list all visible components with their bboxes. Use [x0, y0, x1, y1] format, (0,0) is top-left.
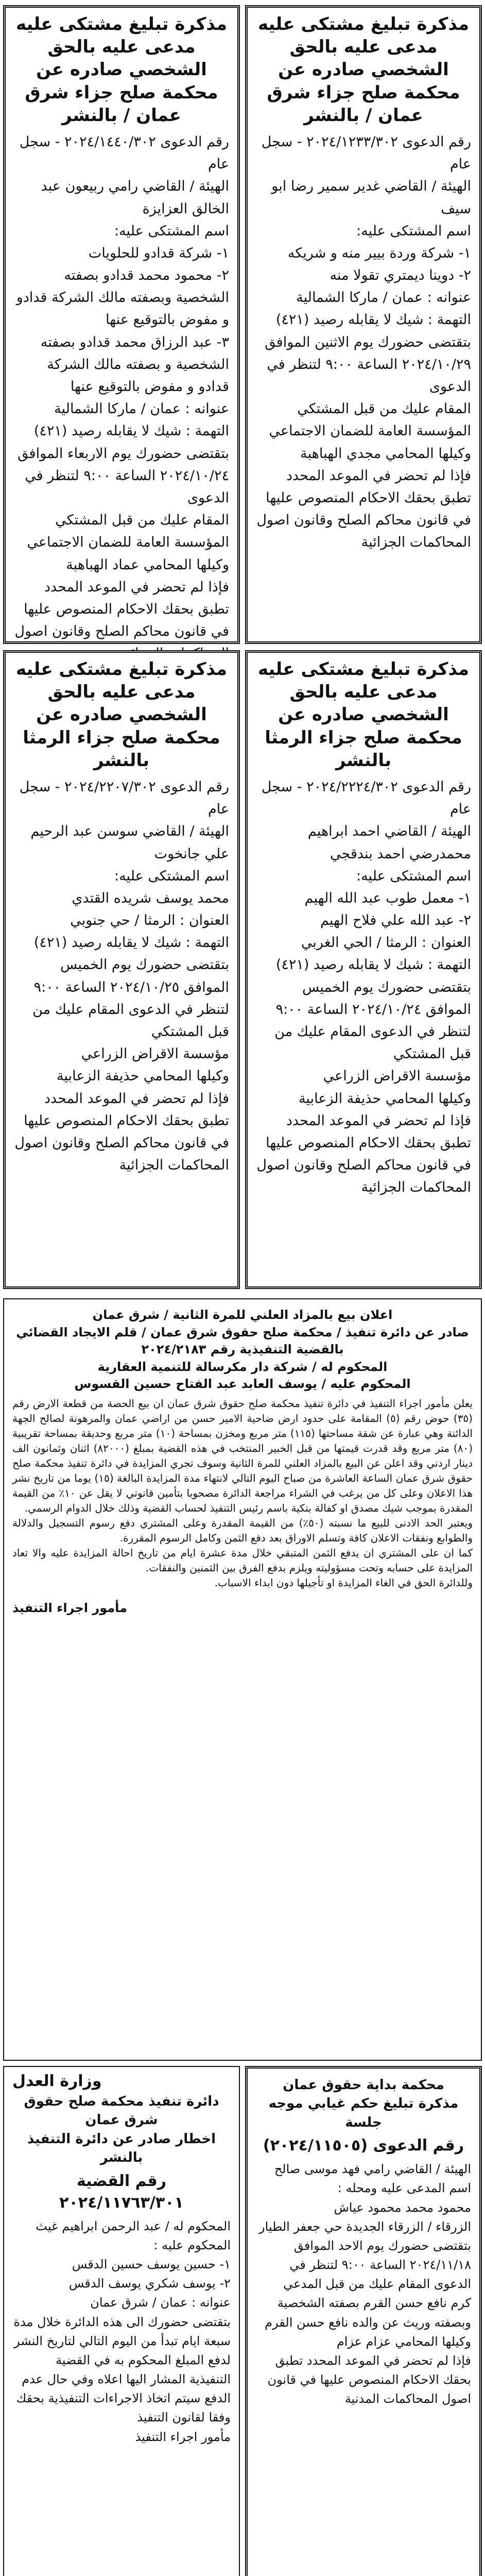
notice-amman-first-instance — [245, 2066, 482, 2576]
auction-body: يعلن مأمور اجراء التنفيذ في دائرة تنفيذ محكمة صلح حقوق شرق عمان ان بيع الحصة من قطعة الارض رقم (٣٥) حوض رقم (٥) المقامة على حدود ارض ضاحية الامير حسن من اراضي عمان والمرهونة لصالح الجهة الدائنة وهي عبارة عن شقة مساحتها (١١٥) متر مربع ومخزن بمساحة (١٠) متر مربع وحديقة بمساحة تقريبية (٨٠) متر مربع وقد قدرت قيمتها من قبل الخبير المنتخب في هذه القضية بمبلغ (٨٢٠٠٠) اثنان وثمانون الف دينار اردني وقد اعلن عن البيع بالمزاد العلني للمرة الثانية وسوف تجري المزايدة في دائرة تنفيذ محكمة صلح حقوق شرق عمان الساعة العاشرة من صباح اليوم التالي لانتهاء مدة المزايدة البالغة (١٥) يوما من تاريخ نشر هذا الاعلان وعلى كل من يرغب في الشراء مراجعة الدائرة مصحوبا بتأمين قانوني لا يقل عن ١٠٪ من القيمة المقدرة بموجب شيك مصدق او كفالة بنكية باسم رئيس التنفيذ لحساب القضية وذلك خلال الدوام الرسمي. ويعتبر الحد الادنى للبيع ما نسبته (٥٠٪) من القيمة المقدرة وعلى المشتري دفع رسوم التسجيل والدلالة والطوابع ونفقات الاعلان كافة وتسلم الاوراق بعد دفع الثمن وكامل الرسوم المقررة. كما ان على المشتري ان يدفع الثمن المتبقي خلال مدة عشرة ايام من تاريخ احالة المزايدة عليه والا تعاد المزايدة على حسابه وتحت مسؤوليته ويلزم بدفع الفرق بين الثمنين والنفقات. وللدائرة الحق في الغاء المزايدة او تأجيلها دون ابداء الاسباب. — [12, 1397, 473, 1589]
notice-body: رقم الدعوى ٢٠٢٤/٢٢٢٤/٣٠٢ - سجل عام الهيئة / القاضي احمد ابراهيم محمدرضي احمد بندقجي اسم المشتكى عليه: ١- معمل طوب عبد الله الهيم ٢- عبد الله علي فلاح الهيم العنوان : الرمثا / الحي الغربي التهمة : شيك لا يقابله رصيد (٤٢١) بتقتضى حضورك يوم الخميس الموافق ٢٠٢٤/١٠/٢٤ الساعة ٩:٠٠ لتنظر في الدعوى المقام عليك من قبل المشتكي مؤسسة الاقراض الزراعي وكيلها المحامي حذيفة الزعابية فإذا لم تحضر في الموعد المحدد تطبق بحقك الاحكام المنصوص عليها في قانون محاكم الصلح وقانون اصول المحاكمات الجزائية — [256, 778, 471, 1196]
notice-header: دائرة تنفيذ محكمة صلح حقوق شرق عمان اخطار صادر عن دائرة التنفيذ بالنشر — [24, 2094, 219, 2166]
notice-execution-east-amman — [3, 2066, 240, 2576]
notice-body: رقم الدعوى ٢٠٢٤/٢٢٠٧/٣٠٢ - سجل عام الهيئة / القاضي سوسن عبد الرحيم علي جانخوت اسم المشتكى عليه: محمد يوسف شريده القتدي العنوان : الرمثا / حي جنوبي التهمة : شيك لا يقابله رصيد (٤٢١) بتقتضى حضورك يوم الخميس الموافق ٢٠٢٤/١٠/٢٥ الساعة ٩:٠٠ لتنظر في الدعوى المقام عليك من قبل المشتكي مؤسسة الاقراض الزراعي وكيلها المحامي حذيفة الزعابية فإذا لم تحضر في الموعد المحدد تطبق بحقك الاحكام المنصوص عليها في قانون محاكم الصلح وقانون اصول المحاكمات الجزائية — [14, 778, 229, 1174]
notice-body: رقم الدعوى ٢٠٢٤/١٤٤٠/٣٠٢ - سجل عام الهيئة / القاضي رامي ربيعون عبد الخالق العزايزة اسم المشتكى عليه: ١- شركة قدادو للحلويات ٢- محمود محمد قدادو بصفته الشخصية وبصفته مالك الشركة قدادو و مفوض بالتوقيع عنها ٣- عبد الرزاق محمد قدادو بصفته الشخصية و بصفته مالك الشركة قدادو و مفوض بالتوقيع عنها عنوانه : عمان / ماركا الشمالية التهمة : شيك لا يقابله رصيد (٤٢١) بتقتضى حضورك يوم الاربعاء الموافق ٢٠٢٤/١٠/٢٤ الساعة ٩:٠٠ لتنظر في الدعوى المقام عليك من قبل المشتكي المؤسسة العامة للضمان الاجتماعي وكيلها المحامي عماد الهباهبة فإذا لم تحضر في الموعد المحدد تطبق بحقك الاحكام المنصوص عليها في قانون محاكم الصلح وقانون اصول — [14, 133, 229, 640]
notice-title: مذكرة تبليغ مشتكى عليه مدعى عليه بالحق الشخصي صادره عن محكمة صلح جزاء الرمثا بالنشر — [15, 659, 228, 771]
notice-title: مذكرة تبليغ مشتكى عليه مدعى عليه بالحق الشخصي صادره عن محكمة صلح جزاء شرق عمان / بالنشر — [15, 14, 228, 126]
notice-title: مذكرة تبليغ مشتكى عليه مدعى عليه بالحق الشخصي صادره عن محكمة صلح جزاء الرمثا بالنشر — [257, 659, 470, 771]
notice-body: الهيئة / القاضي رامي فهد موسى صالح اسم المدعى عليه ومحله : محمود محمد محمود عياش الزرقاء / الزرقاء الجديدة حي جعفر الطيار بتقتضى حضورك يوم الاحد الموافق ٢٠٢٤/١١/١٨ الساعة ٩:٠٠ لتنظر في الدعوى المقام عليك من قبل المدعي كرم نافع حسن القرم بصفته الشخصية وبصفته وريث عن والده نافع حسن القرم وكيلها المحامي عزام عزام فإذا لم تحضر في الموعد المحدد تطبق بحقك الاحكام المنصوص عليها في قانون اصول المحاكمات المدنية — [259, 2162, 471, 2406]
auction-signature: مأمور اجراء التنفيذ — [12, 1600, 128, 1615]
auction-header: اعلان بيع بالمزاد العلني للمرة الثانية / شرق عمان صادر عن دائرة تنفيذ / محكمة صلح حقوق شرق عمان / قلم الايجاد القضائي بالقضية التنفيذية رقم ٢٠٢٤/٢١٨٣ المحكوم له / شركة دار مكرسالة للتنمية العقارية المحكوم عليه / يوسف العابد عبد الفتاح حسين القسوس — [16, 1308, 469, 1392]
notice-body: رقم الدعوى ٢٠٢٤/١٢٣٣/٣٠٢ - سجل عام الهيئة / القاضي غدير سمير رضا ابو سيف اسم المشتكى عليه: ١- شركة وردة بيير منه و شريكه ٢- دوينا ديمتري تقولا منه عنوانه : عمان / ماركا الشمالية التهمة : شيك لا يقابله رصيد (٤٢١) بتقتضى حضورك يوم الاثنين الموافق ٢٠٢٤/١٠/٢٩ الساعة ٩:٠٠ لتنظر في الدعوى المقام عليك من قبل المشتكي المؤسسة العامة للضمان الاجتماعي وكيلها المحامي مجدي الهباهبة فإذا لم تحضر في الموعد المحدد تطبق بحقك الاحكام المنصوص عليها في قانون محاكم الصلح وقانون اصول المحاكمات الجزائية — [256, 133, 471, 551]
case-number: رقم القضية ٢٠٢٤/١١٧٦٣/٣٠١ — [59, 2172, 184, 2212]
notice-title: مذكرة تبليغ مشتكى عليه مدعى عليه بالحق الشخصي صادره عن محكمة صلح جزاء شرق عمان / بالنشر — [257, 14, 470, 126]
notice-east-amman-2 — [3, 5, 240, 644]
ministry-label: وزارة العدل — [12, 2072, 102, 2090]
notice-header: محكمة بداية حقوق عمان مذكرة تبليغ حكم غيابي موجه جلسة — [268, 2077, 459, 2130]
notice-east-amman-1 — [245, 5, 482, 644]
auction-notice — [3, 1298, 482, 2061]
case-number: رقم الدعوى (٢٠٢٤/١١٥٠٥) — [263, 2137, 464, 2155]
notice-body: المحكوم له / عبد الرحمن ابراهيم غيث المحكوم عليه : ١- حسين يوسف حسين الدقس ٢- يوسف شكري يوسف الدقس عنوانه : عمان / شرق عمان بتقتضى حضورك الى هذه الدائرة خلال مدة سبعة ايام تبدأ من اليوم التالي لتاريخ النشر لدفع المبلغ المحكوم به في القضية التنفيذية المشار اليها اعلاه وفي حال عدم الدفع سيتم اتخاذ الاجراءات التنفيذية بحقك وفقا لقانون التنفيذ مأمور اجراء التنفيذ — [13, 2218, 231, 2444]
notice-ramtha-1 — [245, 650, 482, 1289]
notice-ramtha-2 — [3, 650, 240, 1289]
